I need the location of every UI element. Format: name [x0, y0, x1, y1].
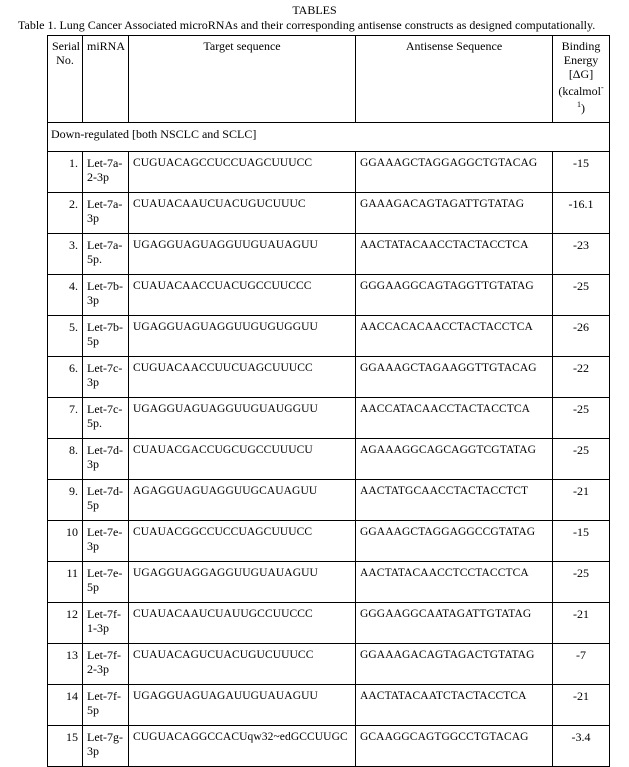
serial-cell: 11	[48, 562, 83, 603]
binding-energy-cell: -25	[553, 398, 610, 439]
table-row	[48, 521, 610, 562]
target-sequence-cell: CUGUACAACCUUCUAGCUUUCC	[129, 357, 356, 398]
serial-cell: 10	[48, 521, 83, 562]
antisense-sequence-cell: GGAAAGCTAGGAGGCTGTACAG	[356, 152, 553, 193]
header-target-sequence: Target sequence	[129, 36, 356, 123]
header-energy-unit-close: )	[581, 101, 585, 115]
group-row	[48, 123, 610, 152]
serial-cell: 1.	[48, 152, 83, 193]
table-row	[48, 562, 610, 603]
header-energy-label: Binding Energy [ΔG]	[561, 39, 601, 81]
target-sequence-cell: UGAGGUAGGAGGUUGUAUAGUU	[129, 562, 356, 603]
antisense-sequence-cell: GGGAAGGCAGTAGGTTGTATAG	[356, 275, 553, 316]
mirna-cell: Let-7e-5p	[83, 562, 129, 603]
serial-cell: 5.	[48, 316, 83, 357]
table-row	[48, 357, 610, 398]
table-row	[48, 685, 610, 726]
binding-energy-cell: -21	[553, 603, 610, 644]
mirna-cell: Let-7a-2-3p	[83, 152, 129, 193]
mirna-cell: Let-7d-3p	[83, 439, 129, 480]
binding-energy-cell: -26	[553, 316, 610, 357]
serial-cell: 7.	[48, 398, 83, 439]
binding-energy-cell: -25	[553, 275, 610, 316]
mirna-cell: Let-7f-1-3p	[83, 603, 129, 644]
mirna-table	[47, 35, 610, 767]
antisense-sequence-cell: GCAAGGCAGTGGCCTGTACAG	[356, 726, 553, 767]
header-serial: Serial No.	[48, 36, 83, 123]
table-row	[48, 234, 610, 275]
header-energy-unit: (kcalmol	[558, 84, 601, 98]
target-sequence-cell: AGAGGUAGUAGGUUGCAUAGUU	[129, 480, 356, 521]
target-sequence-cell: UGAGGUAGUAGGUUGUGUGGUU	[129, 316, 356, 357]
serial-cell: 14	[48, 685, 83, 726]
table-row	[48, 439, 610, 480]
antisense-sequence-cell: GGAAAGACAGTAGACTGTATAG	[356, 644, 553, 685]
table-row	[48, 152, 610, 193]
target-sequence-cell: CUAUACAAUCUACUGUCUUUC	[129, 193, 356, 234]
mirna-cell: Let-7a-3p	[83, 193, 129, 234]
table-row	[48, 275, 610, 316]
antisense-sequence-cell: GGAAAGCTAGAAGGTTGTACAG	[356, 357, 553, 398]
serial-cell: 6.	[48, 357, 83, 398]
target-sequence-cell: CUGUACAGCCUCCUAGCUUUCC	[129, 152, 356, 193]
binding-energy-cell: -23	[553, 234, 610, 275]
binding-energy-cell: -15	[553, 152, 610, 193]
binding-energy-cell: -25	[553, 439, 610, 480]
target-sequence-cell: UGAGGUAGUAGGUUGUAUGGUU	[129, 398, 356, 439]
header-binding-energy	[553, 36, 610, 123]
antisense-sequence-cell: GGAAAGCTAGGAGGCCGTATAG	[356, 521, 553, 562]
antisense-sequence-cell: AACTATACAACCTCCTACCTCA	[356, 562, 553, 603]
antisense-sequence-cell: GGGAAGGCAATAGATTGTATAG	[356, 603, 553, 644]
mirna-cell: Let-7e-3p	[83, 521, 129, 562]
page-title: TABLES	[292, 3, 337, 17]
binding-energy-cell: -15	[553, 521, 610, 562]
mirna-cell: Let-7c-5p.	[83, 398, 129, 439]
antisense-sequence-cell: AGAAAGGCAGCAGGTCGTATAG	[356, 439, 553, 480]
mirna-cell: Let-7g-3p	[83, 726, 129, 767]
table-row	[48, 726, 610, 767]
mirna-cell: Let-7a-5p.	[83, 234, 129, 275]
binding-energy-cell: -3.4	[553, 726, 610, 767]
serial-cell: 15	[48, 726, 83, 767]
mirna-cell: Let-7d-5p	[83, 480, 129, 521]
table-row	[48, 603, 610, 644]
group-label: Down-regulated [both NSCLC and SCLC]	[48, 123, 610, 152]
target-sequence-cell: UGAGGUAGUAGAUUGUAUAGUU	[129, 685, 356, 726]
table-caption: Table 1. Lung Cancer Associated microRNAs and their corresponding antisense constructs as designed computationally.	[18, 18, 596, 32]
binding-energy-cell: -21	[553, 480, 610, 521]
binding-energy-cell: -22	[553, 357, 610, 398]
binding-energy-cell: -7	[553, 644, 610, 685]
serial-cell: 9.	[48, 480, 83, 521]
serial-cell: 2.	[48, 193, 83, 234]
table-row	[48, 398, 610, 439]
antisense-sequence-cell: GAAAGACAGTAGATTGTATAG	[356, 193, 553, 234]
antisense-sequence-cell: AACCACACAACCTACTACCTCA	[356, 316, 553, 357]
target-sequence-cell: CUAUACGACCUGCUGCCUUUCU	[129, 439, 356, 480]
table-header-row	[48, 36, 610, 123]
antisense-sequence-cell: AACTATACAATCTACTACCTCA	[356, 685, 553, 726]
antisense-sequence-cell: AACCATACAACCTACTACCTCA	[356, 398, 553, 439]
target-sequence-cell: CUAUACAGUCUACUGUCUUUCC	[129, 644, 356, 685]
table-row	[48, 193, 610, 234]
target-sequence-cell: CUAUACAAUCUAUUGCCUUCCC	[129, 603, 356, 644]
header-mirna: miRNA	[83, 36, 129, 123]
mirna-cell: Let-7c-3p	[83, 357, 129, 398]
antisense-sequence-cell: AACTATGCAACCTACTACCTCT	[356, 480, 553, 521]
header-energy-unit-exponent: -1	[577, 83, 604, 109]
target-sequence-cell: CUAUACAACCUACUGCCUUCCC	[129, 275, 356, 316]
binding-energy-cell: -16.1	[553, 193, 610, 234]
mirna-cell: Let-7b-5p	[83, 316, 129, 357]
mirna-cell: Let-7f-2-3p	[83, 644, 129, 685]
mirna-cell: Let-7b-3p	[83, 275, 129, 316]
binding-energy-cell: -25	[553, 562, 610, 603]
serial-cell: 13	[48, 644, 83, 685]
target-sequence-cell: UGAGGUAGUAGGUUGUAUAGUU	[129, 234, 356, 275]
binding-energy-cell: -21	[553, 685, 610, 726]
target-sequence-cell: CUGUACAGGCCACUqw32~edGCCUUGC	[129, 726, 356, 767]
target-sequence-cell: CUAUACGGCCUCCUAGCUUUCC	[129, 521, 356, 562]
table-row	[48, 316, 610, 357]
table-row	[48, 644, 610, 685]
table-row	[48, 480, 610, 521]
mirna-cell: Let-7f-5p	[83, 685, 129, 726]
serial-cell: 3.	[48, 234, 83, 275]
header-antisense-sequence: Antisense Sequence	[356, 36, 553, 123]
antisense-sequence-cell: AACTATACAACCTACTACCTCA	[356, 234, 553, 275]
serial-cell: 4.	[48, 275, 83, 316]
serial-cell: 12	[48, 603, 83, 644]
serial-cell: 8.	[48, 439, 83, 480]
